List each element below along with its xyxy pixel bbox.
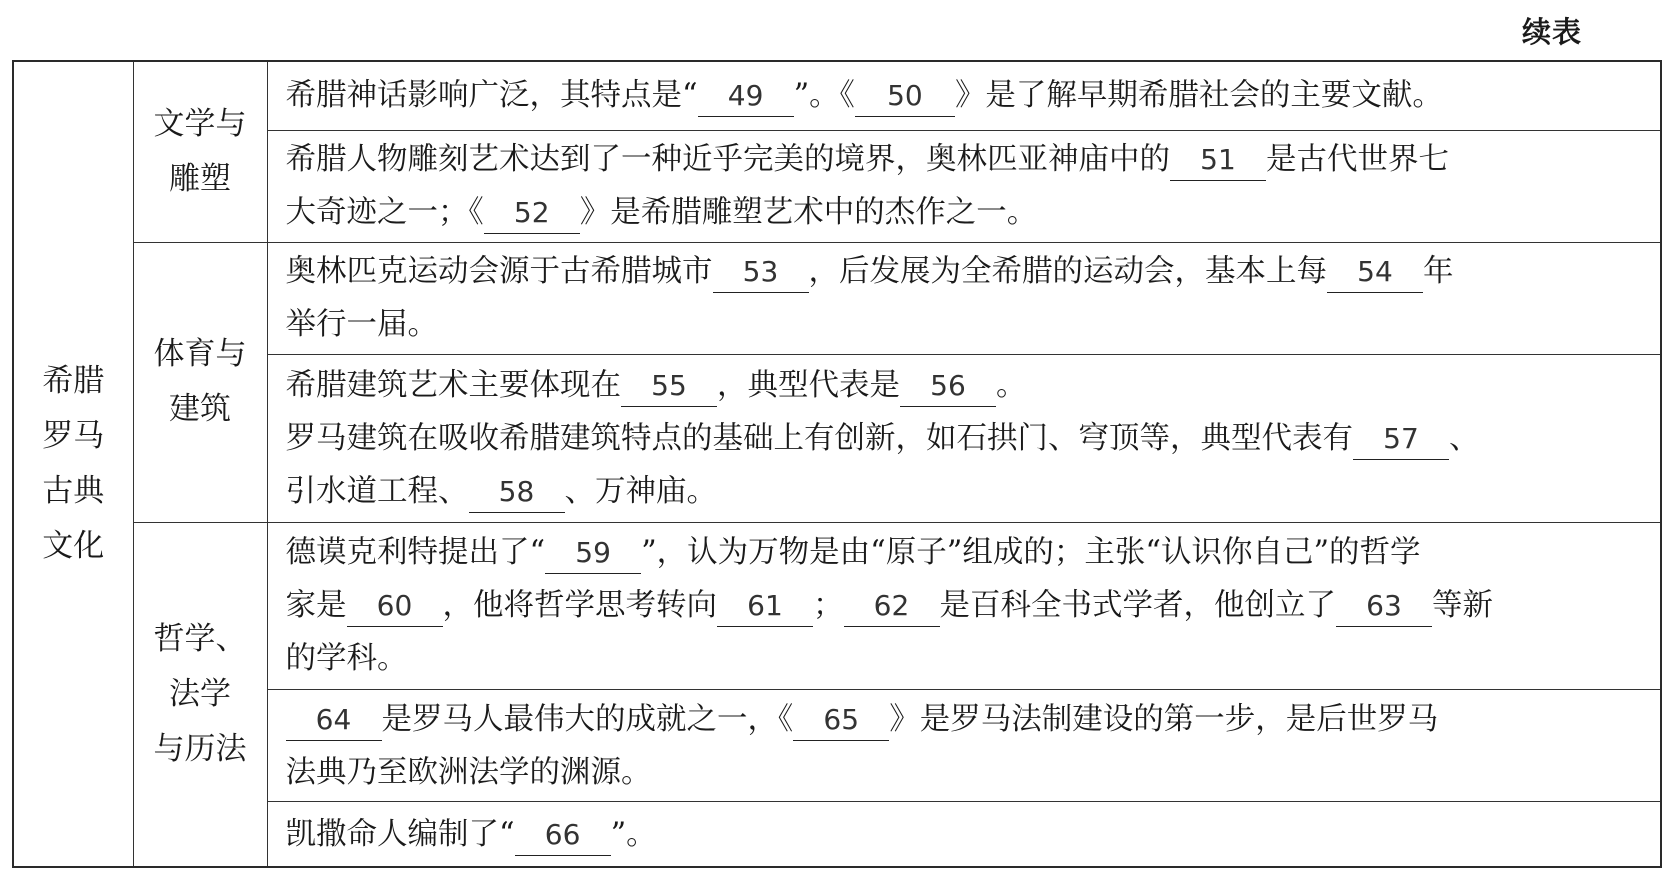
row-line: 举行一届。 [285,307,438,343]
row-line [286,359,1647,412]
blank-57[interactable]: 57 [1353,419,1449,460]
category-line: 文化 [42,528,105,564]
blank-63[interactable]: 63 [1336,586,1432,627]
row-line [286,186,1647,239]
blank-51[interactable]: 51 [1170,140,1266,181]
content-row [267,130,1661,242]
knowledge-table [12,60,1662,868]
content-row [267,690,1661,802]
subcategory-line: 文学与 [153,105,247,142]
row-line [286,526,1647,579]
subcategory-line: 建筑 [169,391,231,428]
row-line [286,465,1647,518]
blank-60[interactable]: 60 [347,586,443,627]
subcategory-line: 哲学、 [153,620,247,657]
row-text: 》是了解早期希腊社会的主要文献。 [954,78,1443,114]
blank-59[interactable]: 59 [545,533,641,574]
row-text: 希腊建筑艺术主要体现在 [285,367,621,403]
row-text: 是百科全书式学者，他创立了 [939,588,1336,624]
blank-55[interactable]: 55 [621,366,717,407]
row-text: 》是希腊雕塑艺术中的杰作之一。 [579,195,1038,231]
blank-54[interactable]: 54 [1327,252,1423,293]
category-line: 罗马 [42,418,105,454]
row-text: 希腊人物雕刻艺术达到了一种近乎完美的境界，奥林匹亚神庙中的 [285,142,1170,178]
row-line [286,579,1647,632]
category-line: 古典 [42,473,105,509]
row-line: 的学科。 [285,641,408,677]
row-text: 。 [996,367,1027,403]
content-row [267,61,1661,130]
row-text: 年 [1423,254,1454,290]
row-text: 德谟克利特提出了“ [285,535,546,571]
blank-61[interactable]: 61 [717,586,813,627]
blank-49[interactable]: 49 [698,76,794,117]
row-text: ”。 [610,816,657,852]
row-text: 家是 [285,588,347,624]
blank-50[interactable]: 50 [855,76,955,117]
blank-53[interactable]: 53 [713,252,809,293]
row-text: 、万神庙。 [564,473,717,509]
row-line [286,412,1647,465]
blank-58[interactable]: 58 [469,472,565,513]
content-row [267,354,1661,522]
content-row [267,242,1661,354]
row-text: ； [813,588,844,624]
row-line [286,693,1647,746]
row-text: ，典型代表是 [717,367,900,403]
row-text: 希腊神话影响广泛，其特点是“ [285,78,698,114]
row-text: 等新 [1432,588,1493,624]
subcategory-literature [133,61,267,242]
row-text: 引水道工程、 [285,473,469,509]
blank-65[interactable]: 65 [793,700,889,741]
subcategory-line: 雕塑 [169,160,231,197]
subcategory-philosophy [133,522,267,867]
row-line: 法典乃至欧洲法学的渊源。 [285,754,652,790]
content-row [267,522,1661,690]
row-text: ，他将哲学思考转向 [442,588,717,624]
row-text: 奥林匹克运动会源于古希腊城市 [285,254,713,290]
blank-56[interactable]: 56 [900,366,996,407]
blank-66[interactable]: 66 [515,815,611,856]
category-cell [13,61,133,867]
blank-52[interactable]: 52 [484,193,580,234]
row-text: 凯撒命人编制了“ [285,816,515,852]
subcategory-sports [133,242,267,522]
subcategory-line: 法学 [169,675,231,712]
row-text: 、 [1449,420,1480,456]
blank-62[interactable]: 62 [844,586,940,627]
row-text: ”，认为万物是由“原子”组成的；主张“认识你自己”的哲学 [641,535,1421,571]
row-text: 是罗马人最伟大的成就之一，《 [381,701,794,737]
category-line: 希腊 [42,363,105,399]
row-text: 》是罗马法制建设的第一步，是后世罗马 [889,701,1439,737]
row-text: 罗马建筑在吸收希腊建筑特点的基础上有创新，如石拱门、穹顶等，典型代表有 [285,420,1353,456]
subcategory-line: 与历法 [153,730,247,767]
row-text: 是古代世界七 [1266,142,1449,178]
continued-label: 续表 [1522,15,1583,49]
content-row [267,802,1661,867]
row-line [286,245,1647,298]
blank-64[interactable]: 64 [286,700,382,741]
subcategory-line: 体育与 [153,336,247,373]
row-line [286,133,1647,186]
row-text: ”。《 [793,78,855,114]
row-text: ，后发展为全希腊的运动会，基本上每 [808,254,1327,290]
row-text: 大奇迹之一；《 [285,195,484,231]
